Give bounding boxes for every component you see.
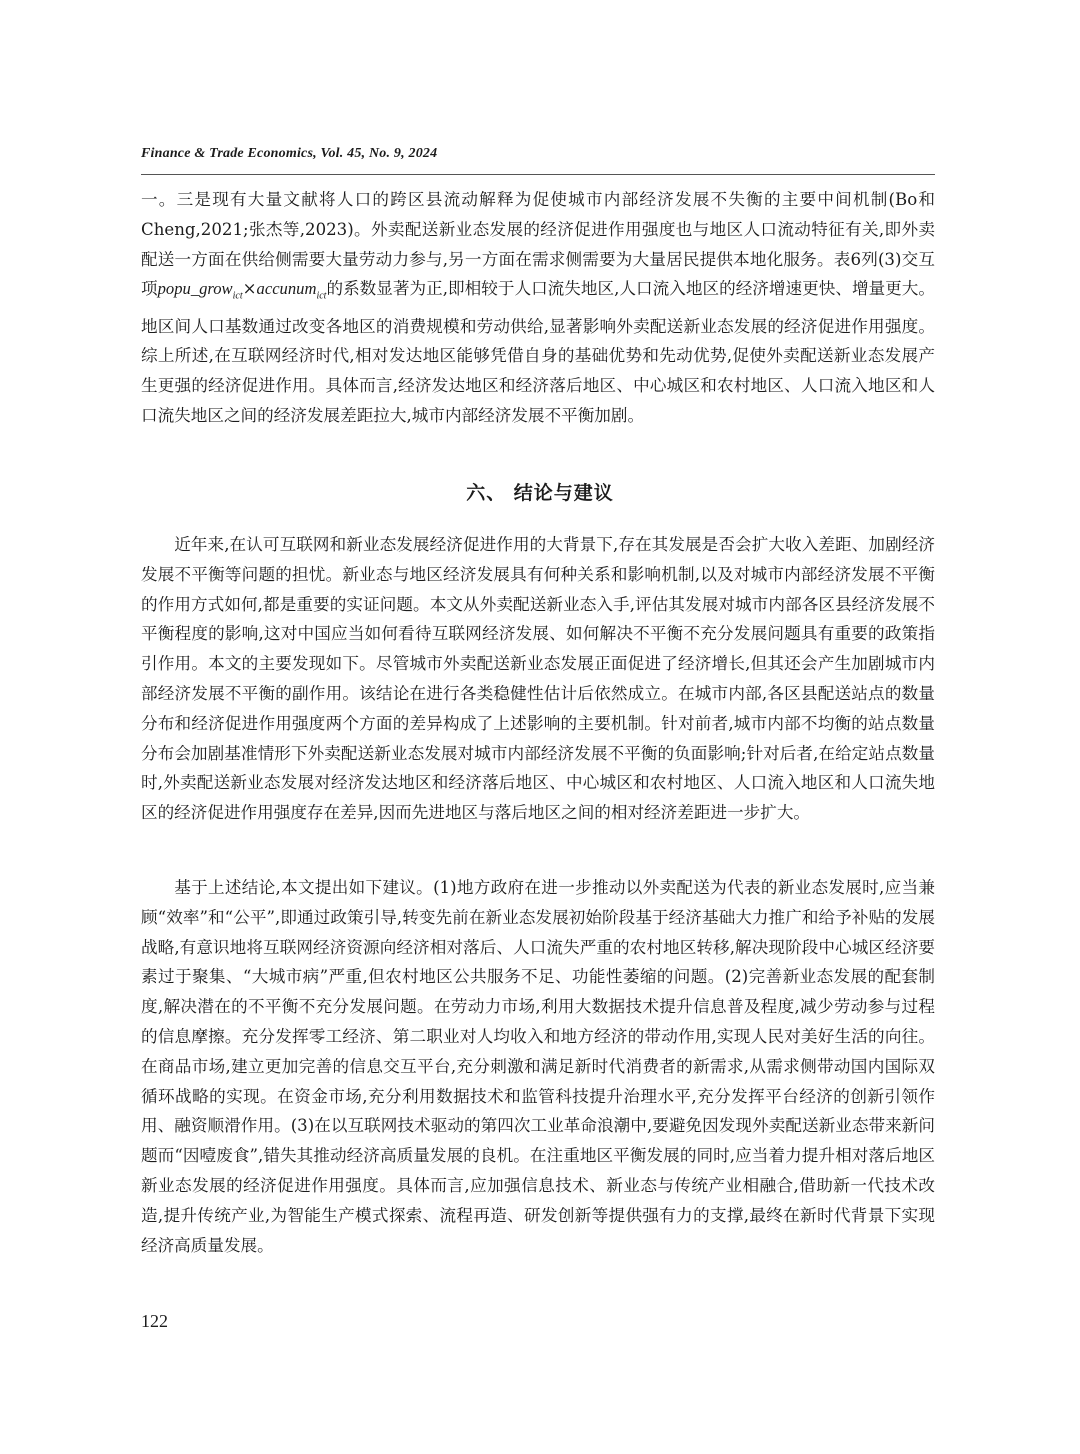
term-accunum: accunum [256, 279, 317, 299]
header-sep: , [361, 146, 369, 161]
running-header [141, 146, 437, 162]
term-subscript: ict [316, 290, 327, 302]
header-sep: , [401, 146, 409, 161]
paragraph-continuation [141, 185, 935, 431]
journal-year: 2024 [408, 146, 438, 161]
journal-name: Finance & Trade Economics [141, 146, 314, 161]
journal-volume: Vol. 45 [320, 146, 362, 161]
section-heading: 六、 结论与建议 [466, 482, 614, 504]
paragraph-text-after: 的系数显著为正,即相较于人口流失地区,人口流入地区的经济增速更快、增量更大。地区间人口基数通过改变各地区的消费规模和劳动供给,显著影响外卖配送新业态发展的经济促进作用强度。综上所述,在互联网经济时代,相对发达地区能够凭借自身的基础优势和先动优势,促使外卖配送新业态发展产生更强的经济促进作用。具体而言,经济发达地区和经济落后地区、中心城区和农村地区、人口流入地区和人口流失地区之间的经济发展差距拉大,城市内部经济发展不平衡加剧。 [141, 279, 935, 425]
page-number: 122 [141, 1311, 168, 1331]
paragraph-conclusion: 近年来,在认可互联网和新业态发展经济促进作用的大背景下,存在其发展是否会扩大收入差距、加剧经济发展不平衡等问题的担忧。新业态与地区经济发展具有何种关系和影响机制,以及对城市内部经济发展不平衡的作用方式如何,都是重要的实证问题。本文从外卖配送新业态入手,评估其发展对城市内部各区县经济发展不平衡程度的影响,这对中国应当如何看待互联网经济发展、如何解决不平衡不充分发展问题具有重要的政策指引作用。本文的主要发现如下。尽管城市外卖配送新业态发展正面促进了经济增长,但其还会产生加剧城市内部经济发展不平衡的副作用。该结论在进行各类稳健性估计后依然成立。在城市内部,各区县配送站点的数量分布和经济促进作用强度两个方面的差异构成了上述影响的主要机制。针对前者,城市内部不均衡的站点数量分布会加剧基准情形下外卖配送新业态发展对城市内部经济发展不平衡的负面影响;针对后者,在给定站点数量时,外卖配送新业态发展对经济发达地区和经济落后地区、中心城区和农村地区、人口流入地区和人口流失地区的经济促进作用强度存在差异,因而先进地区与落后地区之间的相对经济差距进一步扩大。 [141, 535, 935, 823]
header-sep: , [313, 146, 321, 161]
journal-issue: No. 9 [368, 146, 402, 161]
header-rule [141, 174, 935, 175]
interaction-term [157, 279, 327, 302]
paragraph-text-before: 一。三是现有大量文献将人口的跨区县流动解释为促使城市内部经济发展不失衡的主要中间机制(Bo和Cheng,2021;张杰等,2023)。外卖配送新业态发展的经济促进作用强度也与地区人口流动特征有关,即外卖配送一方面在供给侧需要大量劳动力参与,另一方面在需求侧需要为大量居民提供本地化服务。表6列(3)交互项 [141, 190, 935, 299]
term-popu-grow: popu_grow [157, 279, 233, 299]
times-operator: × [242, 279, 257, 299]
paragraph-recommendations: 基于上述结论,本文提出如下建议。(1)地方政府在进一步推动以外卖配送为代表的新业态发展时,应当兼顾“效率”和“公平”,即通过政策引导,转变先前在新业态发展初始阶段基于经济基础大力推广和给予补贴的发展战略,有意识地将互联网经济资源向经济相对落后、人口流失严重的农村地区转移,解决现阶段中心城区经济要素过于聚集、“大城市病”严重,但农村地区公共服务不足、功能性萎缩的问题。(2)完善新业态发展的配套制度,解决潜在的不平衡不充分发展问题。在劳动力市场,利用大数据技术提升信息普及程度,减少劳动参与过程的信息摩擦。充分发挥零工经济、第二职业对人均收入和地方经济的带动作用,实现人民对美好生活的向往。在商品市场,建立更加完善的信息交互平台,充分刺激和满足新时代消费者的新需求,从需求侧带动国内国际双循环战略的实现。在资金市场,充分利用数据技术和监管科技提升治理水平,充分发挥平台经济的创新引领作用、融资顺滑作用。(3)在以互联网技术驱动的第四次工业革命浪潮中,要避免因发现外卖配送新业态带来新问题而“因噎废食”,错失其推动经济高质量发展的良机。在注重地区平衡发展的同时,应当着力提升相对落后地区新业态发展的经济促进作用强度。具体而言,应加强信息技术、新业态与传统产业相融合,借助新一代技术改造,提升传统产业,为智能生产模式探索、流程再造、研发创新等提供强有力的支撑,最终在新时代背景下实现经济高质量发展。 [141, 878, 935, 1255]
term-subscript: ict [232, 290, 243, 302]
